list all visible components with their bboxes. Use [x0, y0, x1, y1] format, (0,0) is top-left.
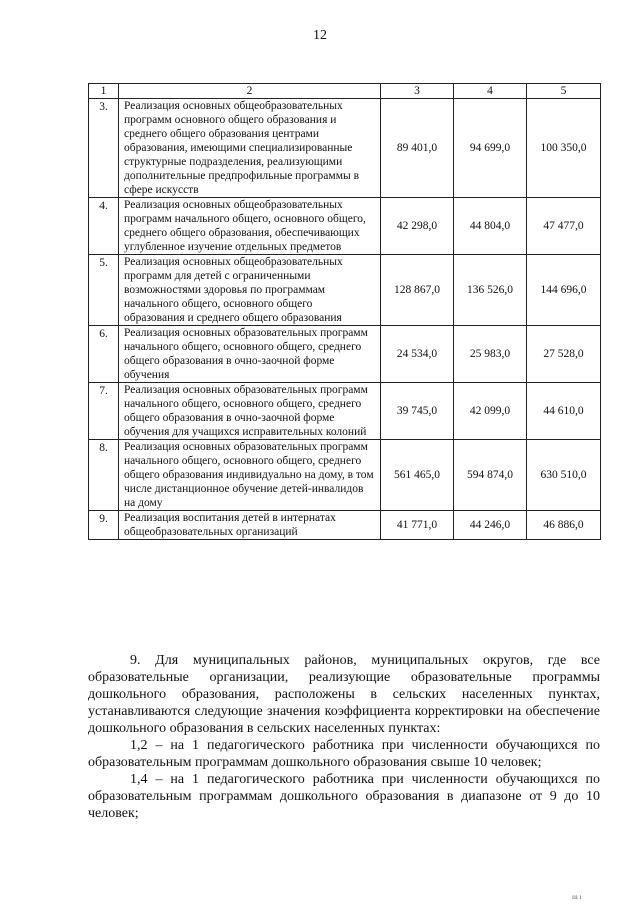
paragraph: 9. Для муниципальных районов, муниципальных округов, где все образовательные организации, реализующие образовательные программы дошкольного образования, расположены в сельских населенных пунктах, устанавливаются следующие значения коэффициента корректировки на обеспечение дошкольного образования в сельских населенных пунктах: — [88, 653, 600, 736]
row-number: 5. — [89, 255, 119, 326]
row-description: Реализация воспитания детей в интернатах общеобразовательных организаций — [119, 511, 381, 540]
header-cell: 5 — [527, 84, 601, 99]
table-row — [89, 383, 601, 440]
page-number: 12 — [313, 28, 327, 43]
row-number: 3. — [89, 99, 119, 198]
value-col-5: 46 886,0 — [527, 511, 601, 540]
header-cell: 3 — [381, 84, 454, 99]
row-description: Реализация основных общеобразовательных программ для детей с ограниченными возможностями здоровья по программам начального общего, основного общего образования и среднего общего образования — [119, 255, 381, 326]
table-row — [89, 511, 601, 540]
value-col-5: 630 510,0 — [527, 440, 601, 511]
table-row — [89, 198, 601, 255]
row-description: Реализация основных образовательных программ начального общего, основного общего, среднего общего образования в очно-заочной форме обучения — [119, 326, 381, 383]
table-row — [89, 99, 601, 198]
value-col-4: 44 804,0 — [454, 198, 527, 255]
coefficients-table — [88, 83, 601, 540]
row-number: 8. — [89, 440, 119, 511]
value-col-4: 594 874,0 — [454, 440, 527, 511]
value-col-5: 27 528,0 — [527, 326, 601, 383]
value-col-5: 44 610,0 — [527, 383, 601, 440]
value-col-4: 44 246,0 — [454, 511, 527, 540]
table-row — [89, 440, 601, 511]
header-cell: 2 — [119, 84, 381, 99]
header-cell: 4 — [454, 84, 527, 99]
row-number: 4. — [89, 198, 119, 255]
row-description: Реализация основных образовательных программ начального общего, основного общего, среднего общего образования индивидуально на дому, в том числе дистанционное обучение детей-инвалидов на дому — [119, 440, 381, 511]
value-col-5: 47 477,0 — [527, 198, 601, 255]
row-description: Реализация основных общеобразовательных программ основного общего образования и среднего общего образования центрами образования, имеющими специализированные структурные подразделения, реализующими дополнительные предпрофильные программы в сфере искусств — [119, 99, 381, 198]
header-cell: 1 — [89, 84, 119, 99]
value-col-3: 561 465,0 — [381, 440, 454, 511]
value-col-3: 89 401,0 — [381, 99, 454, 198]
paragraph: 1,2 – на 1 педагогического работника при численности обучающихся по образовательным программам дошкольного образования свыше 10 человек; — [88, 738, 600, 770]
value-col-3: 24 534,0 — [381, 326, 454, 383]
row-number: 7. — [89, 383, 119, 440]
row-description: Реализация основных образовательных программ начального общего, основного общего, среднего общего образования в очно-заочной форме обучения для учащихся исправительных колоний — [119, 383, 381, 440]
value-col-4: 136 526,0 — [454, 255, 527, 326]
row-description: Реализация основных общеобразовательных программ начального общего, основного общего, среднего общего образования, обеспечивающих углубленное изучение отдельных предметов — [119, 198, 381, 255]
value-col-3: 39 745,0 — [381, 383, 454, 440]
value-col-4: 94 699,0 — [454, 99, 527, 198]
footer-marks: ııı ı — [572, 893, 582, 901]
table-row — [89, 326, 601, 383]
value-col-3: 41 771,0 — [381, 511, 454, 540]
value-col-3: 128 867,0 — [381, 255, 454, 326]
body-text — [88, 652, 600, 822]
paragraph: 1,4 – на 1 педагогического работника при численности обучающихся по образовательным программам дошкольного образования в диапазоне от 9 до 10 человек; — [88, 772, 600, 821]
value-col-3: 42 298,0 — [381, 198, 454, 255]
value-col-5: 144 696,0 — [527, 255, 601, 326]
table-row — [89, 255, 601, 326]
row-number: 9. — [89, 511, 119, 540]
value-col-4: 42 099,0 — [454, 383, 527, 440]
value-col-4: 25 983,0 — [454, 326, 527, 383]
table-header-row — [89, 84, 601, 99]
row-number: 6. — [89, 326, 119, 383]
value-col-5: 100 350,0 — [527, 99, 601, 198]
